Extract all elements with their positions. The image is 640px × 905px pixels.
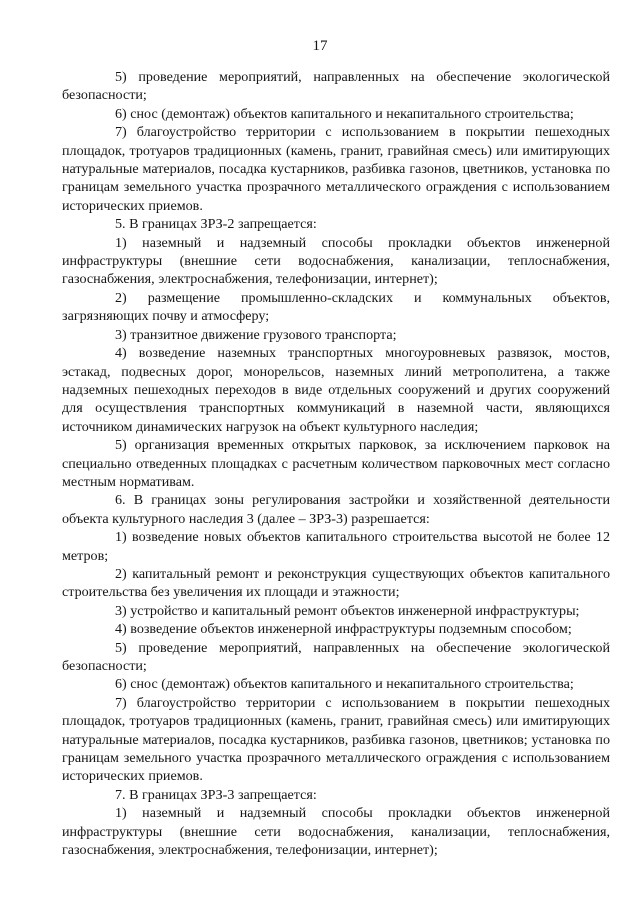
paragraph: 2) размещение промышленно-складских и коммунальных объектов, загрязняющих почву и атмосферу; [62,289,610,325]
section-heading: 6. В границах зоны регулирования застройки и хозяйственной деятельности объекта культурного наследия 3 (далее – ЗРЗ-3) разрешается: [62,492,610,527]
paragraph: 4) возведение наземных транспортных многоуровневых развязок, мостов, эстакад, подвесных дорог, монорельсов, наземных линий метрополитена, а также надземных пешеходных переходов в виде отдельных сооружений и других сооружений для осуществления транспортных коммуникаций в наземной части, являющихся источником динамических нагрузок на объект культурного наследия; [62,345,610,435]
paragraph: 4) возведение объектов инженерной инфраструктуры подземным способом; [115,621,572,638]
paragraph: 1) возведение новых объектов капитального строительства высотой не более 12 метров; [62,529,610,564]
section-heading: 5. В границах ЗРЗ-2 запрещается: [115,216,317,233]
paragraph: 7) благоустройство территории с использованием в покрытии пешеходных площадок, тротуаров традиционных (камень, гранит, гравийная смесь) или имитирующих натуральные материалов, посадка кустарников, разбивка газонов, цветников; установка по границам земельного участка прозрачного металлического ограждения с использованием исторических приемов. [62,694,610,785]
paragraph: 3) транзитное движение грузового транспорта; [115,326,397,343]
page-number: 17 [312,38,328,54]
paragraph: 5) проведение мероприятий, направленных на обеспечение экологической безопасности; [62,639,610,674]
paragraph: 6) снос (демонтаж) объектов капитального и некапитального строительства; [115,105,574,122]
paragraph: 2) капитальный ремонт и реконструкция существующих объектов капитального строительства без увеличения их площади и этажности; [62,565,610,601]
paragraph: 3) устройство и капитальный ремонт объектов инженерной инфраструктуры; [115,602,580,619]
paragraph: 5) проведение мероприятий, направленных на обеспечение экологической безопасности; [62,69,610,104]
paragraph: 7) благоустройство территории с использованием в покрытии пешеходных площадок, тротуаров традиционных (камень, гранит, гравийная смесь) или имитирующих натуральные материалов, посадка кустарников, разбивка газонов, цветников, установка по границам земельного участка прозрачного металлического ограждения с использованием исторических приемов. [62,124,610,214]
section-heading: 7. В границах ЗРЗ-3 запрещается: [115,786,317,803]
paragraph: 1) наземный и надземный способы прокладки объектов инженерной инфраструктуры (внешние сети водоснабжения, канализации, теплоснабжения, газоснабжения, электроснабжения, телефонизации, интернет); [62,805,610,859]
paragraph: 1) наземный и надземный способы прокладки объектов инженерной инфраструктуры (внешние сети водоснабжения, канализации, теплоснабжения, газоснабжения, электроснабжения, телефонизации, интернет); [62,234,610,288]
paragraph: 6) снос (демонтаж) объектов капитального и некапитального строительства; [115,676,574,693]
document-body [62,68,610,859]
paragraph: 5) организация временных открытых парковок, за исключением парковок на специально отведенных площадках с расчетным количеством парковочных мест согласно местным нормативам. [62,437,610,490]
